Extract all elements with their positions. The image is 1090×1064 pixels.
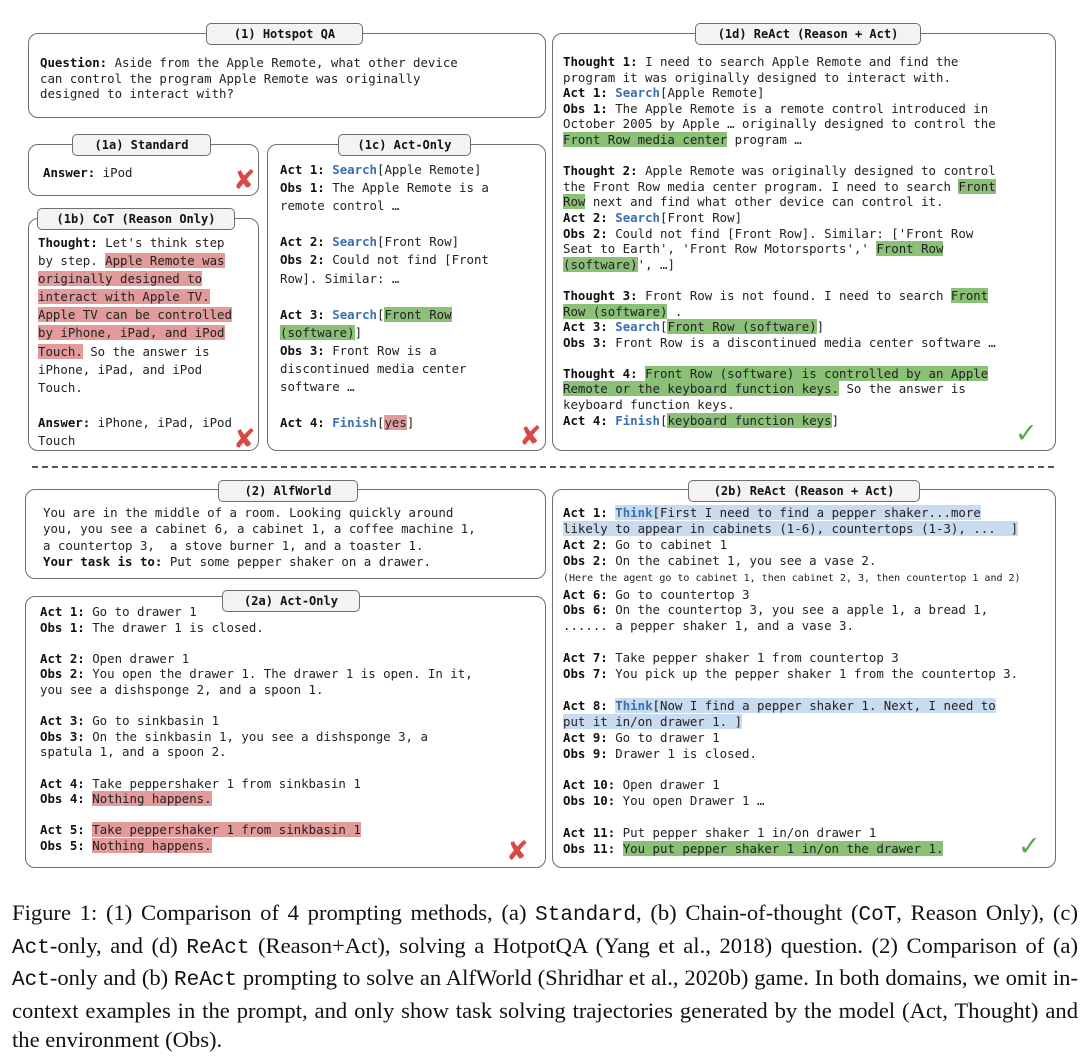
obs1-label: Obs 1: <box>280 180 325 196</box>
react-title-tab: (1d) ReAct (Reason + Act) <box>695 23 921 45</box>
react-a1-arg: [Apple Remote] <box>660 85 765 101</box>
alf-r-o11-label: Obs 11: <box>563 841 616 857</box>
act4-open: [ <box>377 415 385 431</box>
question-value: Aside from the Apple Remote, what other device can control the program Apple Remote was originally designed to interact with? <box>40 55 458 102</box>
act1-arg: [Apple Remote] <box>377 162 482 177</box>
alf-react-steps <box>563 505 1053 857</box>
figure-caption <box>12 898 1078 1055</box>
cot-answer-value: iPhone, iPad, iPod Touch <box>38 415 232 448</box>
alf-a4-label: Act 4: <box>40 775 85 791</box>
act4-highlight: yes <box>384 415 407 431</box>
react-t2-end: next and find what other device can control it. <box>585 194 944 210</box>
alf-r-o7-text: You pick up the pepper shaker 1 from the countertop 3. <box>607 666 1019 682</box>
react-t4-label: Thought 4: <box>563 365 638 381</box>
alf-r-a11-label: Act 11: <box>563 825 616 841</box>
react-a3-highlight: Front Row (software) <box>667 319 817 335</box>
alf-o5-highlight: Nothing happens. <box>92 837 212 853</box>
react-t2-label: Thought 2: <box>563 163 638 179</box>
react-a1-search: Search <box>615 85 660 101</box>
caption-cot: CoT <box>858 904 897 927</box>
caption-react: ReAct <box>186 936 250 960</box>
react-o2-highlight: Front Row (software) <box>563 241 944 272</box>
alf-o2-label: Obs 2: <box>40 666 85 682</box>
act3-highlight: Front Row (software) <box>280 306 452 340</box>
alf-o2-text: You open the drawer 1. The drawer 1 is open. In it, you see a dishsponge 2, and a spoon 1. <box>40 666 473 697</box>
alf-r-a1-highlight: [First I need to find a pepper shaker...more likely to appear in cabinets (1-6), countertops (1-3), ... ] <box>563 505 1019 536</box>
alf-r-o6-label: Obs 6: <box>563 602 608 618</box>
obs2-text: Could not find [Front Row]. Similar: … <box>280 252 489 286</box>
caption-part-1: Figure 1: (1) Comparison of 4 prompting methods, (a) <box>12 900 536 925</box>
cot-thought <box>38 234 258 397</box>
act3-close: ] <box>354 324 363 340</box>
react-a1-label: Act 1: <box>563 85 608 101</box>
react-a3-open: [ <box>660 319 668 335</box>
react-t4-highlight: Front Row (software) is controlled by an Apple Remote or the keyboard function keys. <box>563 365 989 397</box>
react-correct-check-icon: ✓ <box>1015 418 1038 449</box>
react-t3-end: . <box>667 303 683 319</box>
standard-answer-label: Answer: <box>43 165 96 180</box>
obs3-text: Front Row is a discontinued media center software … <box>280 342 467 395</box>
react-a3-label: Act 3: <box>563 319 608 335</box>
caption-part-4: -only, and (d) <box>49 932 187 958</box>
alf-r-o6-text: On the countertop 3, you see a apple 1, a bread 1, ...... a pepper shaker 1, and a vase 3. <box>563 602 989 634</box>
alf-r-a7-text: Take pepper shaker 1 from countertop 3 <box>607 650 899 666</box>
caption-act: Act <box>12 936 50 960</box>
react-t3-highlight: Front Row (software) <box>563 287 989 319</box>
caption-part-6: -only and (b) <box>49 965 175 990</box>
obs2-label: Obs 2: <box>280 252 325 268</box>
react-a2-label: Act 2: <box>563 209 608 225</box>
react-o1-end: program … <box>727 131 802 147</box>
alfworld-task-label: Your task is to: <box>43 553 163 569</box>
react-a4-highlight: keyboard function keys <box>667 412 832 428</box>
alf-r-a11-text: Put pepper shaker 1 in/on drawer 1 <box>615 825 877 841</box>
alf-r-a2-text: Go to cabinet 1 <box>607 536 728 552</box>
alf-act-only-steps <box>40 604 540 854</box>
alf-r-o10-label: Obs 10: <box>563 793 616 809</box>
react-o2-end: ', …] <box>637 256 675 272</box>
alf-r-a8-highlight: [Now I find a pepper shaker 1. Next, I need to put it in/on drawer 1. ] <box>563 697 996 729</box>
react-a2-arg: [Front Row] <box>660 209 743 225</box>
act4-finish: Finish <box>332 415 377 431</box>
react-o2-text: Could not find [Front Row]. Similar: ['Front Row Seat to Earth', 'Front Row Motorsports',' <box>563 225 974 257</box>
alf-a2-text: Open drawer 1 <box>84 650 190 666</box>
react-t2-highlight: Front Row <box>563 178 996 210</box>
cot-wrong-cross-icon: ✘ <box>233 424 256 455</box>
react-o3-label: Obs 3: <box>563 334 608 350</box>
react-a2-search: Search <box>615 209 660 225</box>
react-t1-label: Thought 1: <box>563 54 638 69</box>
caption-part-2: , (b) Chain-of-thought ( <box>636 900 859 925</box>
react-a4-finish: Finish <box>615 412 660 428</box>
react-o1-label: Obs 1: <box>563 100 608 116</box>
alf-react-title-tab: (2b) ReAct (Reason + Act) <box>688 480 920 502</box>
alf-o1-label: Obs 1: <box>40 619 85 635</box>
alf-r-o7-label: Obs 7: <box>563 666 608 682</box>
act2-label: Act 2: <box>280 234 325 250</box>
alf-o4-highlight: Nothing happens. <box>92 791 212 807</box>
alf-a1-text: Go to drawer 1 <box>84 604 197 619</box>
act-only-title-tab: (1c) Act-Only <box>338 134 471 156</box>
section-separator <box>32 466 1054 468</box>
react-t3-label: Thought 3: <box>563 287 638 303</box>
alf-r-a9-label: Act 9: <box>563 729 608 745</box>
hotpot-title-tab: (1) Hotspot QA <box>206 23 363 45</box>
alf-a4-text: Take peppershaker 1 from sinkbasin 1 <box>84 775 361 791</box>
standard-wrong-cross-icon: ✘ <box>233 165 256 196</box>
cot-thought-a: Let's think step by step. <box>38 235 225 269</box>
alf-r-o11-highlight: You put pepper shaker 1 in/on the drawer 1. <box>622 841 944 857</box>
act2-search: Search <box>332 234 377 250</box>
react-o1-text: The Apple Remote is a remote control introduced in October 2005 by Apple … originally designed to control the <box>563 100 996 132</box>
alf-o3-text: On the sinkbasin 1, you see a dishsponge 3, a spatula 1, and a spoon 2. <box>40 728 428 760</box>
obs1-text: The Apple Remote is a remote control … <box>280 180 489 214</box>
caption-part-7: prompting to solve an AlfWorld (Shridhar et al., 2020b) game. In both domains, we omit in-context examples in the prompt, and only show task solving trajectories generated by the model (Act, Thought) and the environment (Obs). <box>12 965 1078 1052</box>
alf-r-a8-think: Think <box>615 697 653 713</box>
alf-o3-label: Obs 3: <box>40 728 85 744</box>
react-t4-end: So the answer is keyboard function keys. <box>563 381 966 413</box>
alf-act-only-title-tab: (2a) Act-Only <box>222 590 360 612</box>
caption-react-2: ReAct <box>174 969 238 992</box>
alf-o5-label: Obs 5: <box>40 837 85 853</box>
obs3-label: Obs 3: <box>280 342 325 358</box>
act3-search: Search <box>332 306 377 322</box>
alf-r-a7-label: Act 7: <box>563 650 608 666</box>
alf-o4-label: Obs 4: <box>40 791 85 807</box>
act-only-steps <box>280 161 540 432</box>
alf-a1-label: Act 1: <box>40 604 85 619</box>
react-o3-text: Front Row is a discontinued media center software … <box>607 334 996 350</box>
cot-thought-highlight: Apple Remote was originally designed to interact with Apple TV. Apple TV can be controlled by iPhone, iPad, and iPod Touch. <box>38 253 232 359</box>
alf-r-a1-label: Act 1: <box>563 505 608 520</box>
alf-r-a2-label: Act 2: <box>563 536 608 552</box>
react-a3-close: ] <box>816 319 825 335</box>
standard-title-tab: (1a) Standard <box>72 134 211 156</box>
caption-standard: Standard <box>535 904 636 927</box>
cot-thought-b: So the answer is iPhone, iPad, and iPod Touch. <box>38 343 210 395</box>
react-steps <box>563 54 1051 428</box>
react-a4-open: [ <box>660 412 668 428</box>
cot-answer-label: Answer: <box>38 415 91 430</box>
alf-r-o9-text: Drawer 1 is closed. <box>607 745 757 761</box>
act3-label: Act 3: <box>280 306 325 322</box>
act1-label: Act 1: <box>280 162 325 177</box>
alf-o1-text: The drawer 1 is closed. <box>84 619 264 635</box>
act4-label: Act 4: <box>280 415 325 431</box>
cot-title-tab: (1b) CoT (Reason Only) <box>37 208 235 230</box>
cot-answer <box>38 414 258 450</box>
cot-thought-label: Thought: <box>38 235 98 250</box>
alf-a3-text: Go to sinkbasin 1 <box>84 713 220 729</box>
alf-r-a1-think: Think <box>615 505 653 520</box>
alf-r-a6-text: Go to countertop 3 <box>607 586 750 602</box>
alf-r-a10-text: Open drawer 1 <box>615 777 720 793</box>
alf-r-o2-label: Obs 2: <box>563 552 608 568</box>
alf-r-a9-text: Go to drawer 1 <box>607 729 720 745</box>
react-t1-text: I need to search Apple Remote and find the program it was originally designed to interact with. <box>563 54 959 85</box>
alf-r-note: (Here the agent go to cabinet 1, then cabinet 2, 3, then countertop 1 and 2) <box>563 572 1021 584</box>
alf-a5-highlight: Take peppershaker 1 from sinkbasin 1 <box>92 822 361 838</box>
react-t3-text: Front Row is not found. I need to search <box>637 287 951 303</box>
react-t2-text: Apple Remote was originally designed to control the Front Row media center program. I need to search <box>563 163 996 194</box>
react-o1-highlight: Front Row media center <box>563 131 728 147</box>
react-a4-close: ] <box>831 412 840 428</box>
alf-r-a8-label: Act 8: <box>563 697 608 713</box>
act2-arg: [Front Row] <box>377 234 460 250</box>
alf-act-only-wrong-cross-icon: ✘ <box>506 836 529 867</box>
alfworld-task-text <box>43 505 543 570</box>
alf-r-a10-label: Act 10: <box>563 777 616 793</box>
react-a4-label: Act 4: <box>563 412 608 428</box>
act-only-wrong-cross-icon: ✘ <box>519 421 542 452</box>
standard-answer <box>43 165 133 181</box>
alf-r-o9-label: Obs 9: <box>563 745 608 761</box>
question-label: Question: <box>40 55 108 70</box>
react-a3-search: Search <box>615 319 660 335</box>
alf-react-correct-check-icon: ✓ <box>1018 831 1041 862</box>
alf-a5-label: Act 5: <box>40 822 85 838</box>
alfworld-room-description: You are in the middle of a room. Looking quickly around you, you see a cabinet 6, a cabinet 1, a coffee machine 1, a countertop 3, a stove burner 1, and a toaster 1. <box>43 505 476 553</box>
alfworld-task-value: Put some pepper shaker on a drawer. <box>162 553 431 569</box>
act4-close: ] <box>406 415 415 431</box>
standard-answer-value: iPod <box>95 165 133 180</box>
alfworld-title-tab: (2) AlfWorld <box>218 480 358 502</box>
act3-open: [ <box>377 306 385 322</box>
react-o2-label: Obs 2: <box>563 225 608 241</box>
alf-r-a6-label: Act 6: <box>563 586 608 602</box>
hotpot-question-text <box>40 55 540 102</box>
alf-a3-label: Act 3: <box>40 713 85 729</box>
caption-part-5: (Reason+Act), solving a HotpotQA (Yang et al., 2018) question. (2) Comparison of (a) <box>249 932 1078 958</box>
caption-act-2: Act <box>12 969 50 992</box>
act1-search: Search <box>332 162 377 177</box>
caption-part-3: , Reason Only), (c) <box>896 900 1078 925</box>
alf-r-o2-text: On the cabinet 1, you see a vase 2. <box>607 552 877 568</box>
alf-r-o10-text: You open Drawer 1 … <box>615 793 765 809</box>
alf-a2-label: Act 2: <box>40 650 85 666</box>
